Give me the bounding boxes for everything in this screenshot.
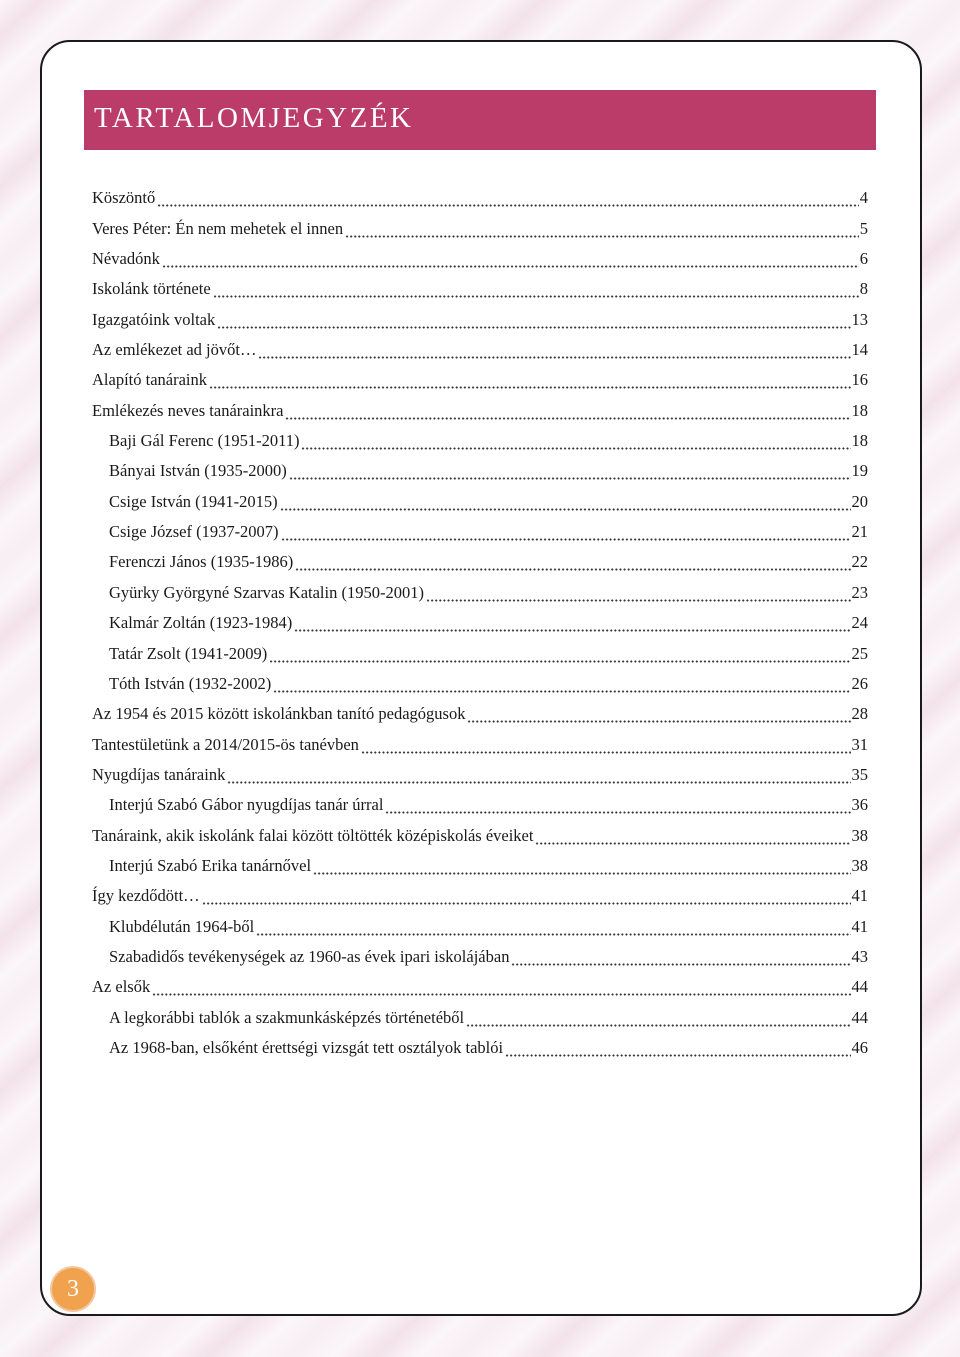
toc-entry[interactable] xyxy=(92,755,868,785)
toc-dot-leader xyxy=(361,735,851,755)
toc-entry[interactable] xyxy=(92,542,868,572)
toc-entry-page: 4 xyxy=(859,188,868,208)
toc-entry-page: 14 xyxy=(851,340,868,360)
header-bar xyxy=(84,90,876,150)
toc-entry-page: 19 xyxy=(851,461,868,481)
toc-entry-page: 25 xyxy=(851,643,868,663)
toc-entry-label: A legkorábbi tablók a szakmunkásképzés történetéből xyxy=(109,1007,465,1027)
toc-dot-leader xyxy=(256,917,850,937)
toc-entry-label: Emlékezés neves tanárainkra xyxy=(92,400,284,420)
toc-entry[interactable] xyxy=(92,178,868,208)
toc-entry-page: 46 xyxy=(851,1037,868,1057)
toc-entry-label: Az 1954 és 2015 között iskolánkban tanító pedagógusok xyxy=(92,704,466,724)
toc-dot-leader xyxy=(467,704,850,724)
toc-entry-page: 35 xyxy=(851,764,868,784)
toc-entry[interactable] xyxy=(92,269,868,299)
toc-entry-label: Köszöntő xyxy=(92,188,156,208)
toc-entry-label: Ferenczi János (1935-1986) xyxy=(109,552,294,572)
toc-entry[interactable] xyxy=(92,299,868,329)
toc-entry-label: Csige István (1941-2015) xyxy=(109,491,278,511)
toc-entry-label: Igazgatóink voltak xyxy=(92,309,216,329)
toc-entry-page: 23 xyxy=(851,582,868,602)
toc-entry-page: 8 xyxy=(859,279,868,299)
toc-entry[interactable] xyxy=(92,724,868,754)
toc-entry-label: Tantestületünk a 2014/2015-ös tanévben xyxy=(92,734,359,754)
toc-entry-page: 36 xyxy=(851,795,868,815)
toc-entry[interactable] xyxy=(92,997,868,1027)
toc-dot-leader xyxy=(202,886,851,906)
toc-entry[interactable] xyxy=(92,572,868,602)
toc-dot-leader xyxy=(466,1008,850,1028)
toc-entry-page: 22 xyxy=(851,552,868,572)
toc-entry-label: Kalmár Zoltán (1923-1984) xyxy=(109,613,293,633)
toc-entry-label: Szabadidős tevékenységek az 1960-as évek ipari iskolájában xyxy=(109,946,510,966)
toc-entry-page: 38 xyxy=(851,825,868,845)
toc-dot-leader xyxy=(426,583,851,603)
toc-entry[interactable] xyxy=(92,664,868,694)
toc-dot-leader xyxy=(345,219,859,239)
toc-entry-page: 6 xyxy=(859,249,868,269)
toc-entry-page: 16 xyxy=(851,370,868,390)
toc-dot-leader xyxy=(152,977,850,997)
toc-dot-leader xyxy=(209,370,850,390)
page-number-badge xyxy=(50,1266,96,1312)
toc-entry-label: Az emlékezet ad jövőt… xyxy=(92,340,257,360)
toc-entry-page: 44 xyxy=(851,1007,868,1027)
toc-entry-label: Tanáraink, akik iskolánk falai között töltötték középiskolás éveiket xyxy=(92,825,534,845)
toc-dot-leader xyxy=(162,249,859,269)
toc-entry-label: Alapító tanáraink xyxy=(92,370,208,390)
toc-dot-leader xyxy=(157,188,859,208)
toc-entry-page: 18 xyxy=(851,400,868,420)
toc-entry-page: 28 xyxy=(851,704,868,724)
toc-entry[interactable] xyxy=(92,815,868,845)
toc-entry[interactable] xyxy=(92,421,868,451)
toc-entry-page: 41 xyxy=(851,916,868,936)
page-title: TARTALOMJEGYZÉK xyxy=(94,102,414,134)
toc-dot-leader xyxy=(281,522,851,542)
toc-entry-label: Bányai István (1935-2000) xyxy=(109,461,287,481)
toc-entry-page: 43 xyxy=(851,946,868,966)
toc-entry-label: Iskolánk története xyxy=(92,279,211,299)
toc-entry-page: 44 xyxy=(851,977,868,997)
toc-dot-leader xyxy=(295,552,850,572)
toc-dot-leader xyxy=(258,340,850,360)
toc-entry[interactable] xyxy=(92,239,868,269)
toc-entry-label: Gyürky Györgyné Szarvas Katalin (1950-2001) xyxy=(109,582,424,602)
toc-entry-page: 21 xyxy=(851,522,868,542)
toc-entry[interactable] xyxy=(92,967,868,997)
toc-entry[interactable] xyxy=(92,390,868,420)
toc-entry-label: Csige József (1937-2007) xyxy=(109,522,279,542)
toc-entry-page: 38 xyxy=(851,855,868,875)
toc-entry-page: 20 xyxy=(851,491,868,511)
toc-entry[interactable] xyxy=(92,330,868,360)
toc-dot-leader xyxy=(280,492,851,512)
toc-dot-leader xyxy=(301,431,850,451)
toc-dot-leader xyxy=(227,765,850,785)
toc-entry[interactable] xyxy=(92,876,868,906)
toc-entry[interactable] xyxy=(92,846,868,876)
toc-entry-label: Az 1968-ban, elsőként érettségi vizsgát tett osztályok tablói xyxy=(109,1037,504,1057)
toc-entry[interactable] xyxy=(92,603,868,633)
toc-dot-leader xyxy=(289,461,851,481)
toc-entry-label: Névadónk xyxy=(92,249,160,269)
toc-entry-page: 24 xyxy=(851,613,868,633)
toc-entry-page: 13 xyxy=(851,309,868,329)
toc-entry-page: 5 xyxy=(859,218,868,238)
toc-entry-label: Baji Gál Ferenc (1951-2011) xyxy=(109,431,300,451)
toc-entry-page: 31 xyxy=(851,734,868,754)
toc-entry[interactable] xyxy=(92,360,868,390)
toc-dot-leader xyxy=(294,613,850,633)
toc-entry-page: 41 xyxy=(851,886,868,906)
table-of-contents xyxy=(92,178,868,1058)
toc-dot-leader xyxy=(285,401,850,421)
toc-entry[interactable] xyxy=(92,512,868,542)
toc-entry-label: Tóth István (1932-2002) xyxy=(109,673,272,693)
toc-dot-leader xyxy=(505,1038,850,1058)
toc-dot-leader xyxy=(273,674,850,694)
toc-entry-label: Nyugdíjas tanáraink xyxy=(92,764,226,784)
toc-entry[interactable] xyxy=(92,937,868,967)
toc-entry-label: Az elsők xyxy=(92,977,151,997)
toc-entry-label: Interjú Szabó Gábor nyugdíjas tanár úrral xyxy=(109,795,384,815)
toc-entry[interactable] xyxy=(92,694,868,724)
toc-entry-label: Így kezdődött… xyxy=(92,886,200,906)
toc-entry-label: Klubdélután 1964-ből xyxy=(109,916,255,936)
toc-entry-page: 26 xyxy=(851,673,868,693)
toc-dot-leader xyxy=(313,856,850,876)
toc-entry[interactable] xyxy=(92,785,868,815)
toc-dot-leader xyxy=(269,644,850,664)
toc-entry[interactable] xyxy=(92,481,868,511)
toc-entry-label: Interjú Szabó Erika tanárnővel xyxy=(109,855,312,875)
toc-entry[interactable] xyxy=(92,1028,868,1058)
toc-dot-leader xyxy=(217,310,850,330)
toc-entry-label: Veres Péter: Én nem mehetek el innen xyxy=(92,218,344,238)
toc-dot-leader xyxy=(535,826,850,846)
toc-dot-leader xyxy=(511,947,850,967)
toc-dot-leader xyxy=(385,795,850,815)
toc-dot-leader xyxy=(213,279,859,299)
toc-entry[interactable] xyxy=(92,451,868,481)
toc-entry[interactable] xyxy=(92,906,868,936)
toc-entry-label: Tatár Zsolt (1941-2009) xyxy=(109,643,268,663)
toc-entry[interactable] xyxy=(92,208,868,238)
toc-entry-page: 18 xyxy=(851,431,868,451)
toc-entry[interactable] xyxy=(92,633,868,663)
page-number: 3 xyxy=(67,1275,79,1302)
